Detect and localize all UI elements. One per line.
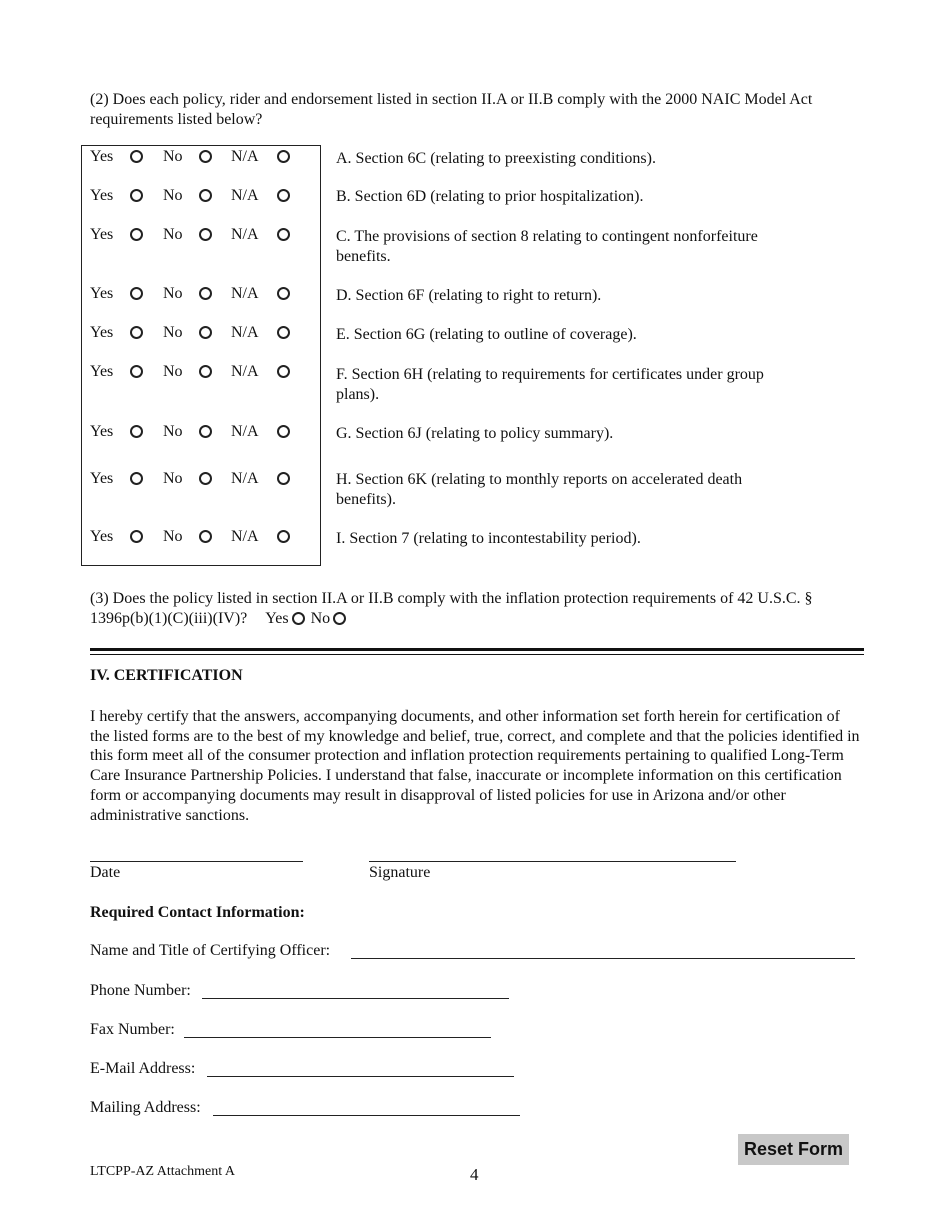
q2-na-radio[interactable]	[277, 189, 290, 202]
phone-field[interactable]	[202, 998, 509, 999]
q2-item-text: I. Section 7 (relating to incontestability period).	[336, 530, 641, 547]
q2-no-label: No	[163, 226, 183, 243]
q2-na-label: N/A	[231, 187, 259, 204]
q2-no-radio[interactable]	[199, 425, 212, 438]
q2-no-label: No	[163, 187, 183, 204]
q2-no-radio[interactable]	[199, 326, 212, 339]
q2-item-text: F. Section 6H (relating to requirements for certificates under group plans).	[336, 366, 764, 403]
q2-na-label: N/A	[231, 324, 259, 341]
q2-na-radio[interactable]	[277, 287, 290, 300]
q2-yes-label: Yes	[90, 363, 114, 380]
q3-yes-radio[interactable]	[292, 612, 305, 625]
q2-no-label: No	[163, 363, 183, 380]
q2-no-radio[interactable]	[199, 530, 212, 543]
q2-na-radio[interactable]	[277, 472, 290, 485]
fax-field[interactable]	[184, 1037, 491, 1038]
email-label: E-Mail Address:	[90, 1060, 196, 1077]
signature-label: Signature	[369, 864, 431, 881]
fax-label: Fax Number:	[90, 1021, 175, 1038]
q2-na-radio[interactable]	[277, 530, 290, 543]
q2-yes-label: Yes	[90, 470, 114, 487]
q2-yes-radio[interactable]	[130, 287, 143, 300]
q2-no-label: No	[163, 285, 183, 302]
q2-na-label: N/A	[231, 226, 259, 243]
certification-heading: IV. CERTIFICATION	[90, 667, 243, 684]
reset-form-button[interactable]: Reset Form	[738, 1134, 849, 1165]
q2-na-label: N/A	[231, 528, 259, 545]
question-3	[90, 589, 870, 629]
q2-yes-label: Yes	[90, 423, 114, 440]
q2-yes-label: Yes	[90, 187, 114, 204]
question-3-text: (3) Does the policy listed in section II.A or II.B comply with the inflation protection requirements of 42 U.S.C. § 1396p(b)(1)(C)(iii)(IV)?	[90, 590, 813, 627]
q2-na-radio[interactable]	[277, 365, 290, 378]
q2-yes-label: Yes	[90, 528, 114, 545]
contact-heading: Required Contact Information:	[90, 904, 305, 921]
name-title-field[interactable]	[351, 958, 855, 959]
footer-text: LTCPP-AZ Attachment A	[90, 1164, 235, 1179]
question-2: (2) Does each policy, rider and endorsement listed in section II.A or II.B comply with the 2000 NAIC Model Act requirements listed below?	[90, 91, 813, 128]
q2-yes-label: Yes	[90, 226, 114, 243]
q2-item-text: H. Section 6K (relating to monthly reports on accelerated death benefits).	[336, 471, 743, 508]
q2-yes-label: Yes	[90, 285, 114, 302]
date-label: Date	[90, 864, 121, 881]
q2-no-radio[interactable]	[199, 189, 212, 202]
q2-yes-radio[interactable]	[130, 530, 143, 543]
q2-na-label: N/A	[231, 148, 259, 165]
q2-na-radio[interactable]	[277, 425, 290, 438]
q2-no-radio[interactable]	[199, 228, 212, 241]
certification-text: I hereby certify that the answers, accompanying documents, and other information set forth herein for certification of the listed forms are to the best of my knowledge and belief, true, correct, and complete and that the policies identified in this form meet all of the consumer protection and inflation protection requirements pertaining to qualified Long-Term Care Insurance Partnership Policies. I understand that false, inaccurate or incomplete information on this certification form or accompanying documents may result in disapproval of listed policies for use in Arizona and/or other administrative sanctions.	[90, 708, 860, 824]
email-field[interactable]	[207, 1076, 514, 1077]
q2-yes-radio[interactable]	[130, 326, 143, 339]
q2-yes-radio[interactable]	[130, 365, 143, 378]
answer-box	[81, 145, 321, 566]
page-number: 4	[470, 1165, 479, 1184]
q2-item-text: G. Section 6J (relating to policy summary).	[336, 425, 614, 442]
q2-item-text: A. Section 6C (relating to preexisting conditions).	[336, 150, 656, 167]
q2-na-label: N/A	[231, 470, 259, 487]
q2-no-label: No	[163, 324, 183, 341]
q2-item-text: C. The provisions of section 8 relating to contingent nonforfeiture benefits.	[336, 228, 758, 265]
q2-na-radio[interactable]	[277, 228, 290, 241]
q2-no-radio[interactable]	[199, 472, 212, 485]
q2-no-radio[interactable]	[199, 365, 212, 378]
q2-yes-radio[interactable]	[130, 189, 143, 202]
q2-yes-radio[interactable]	[130, 472, 143, 485]
q2-no-radio[interactable]	[199, 150, 212, 163]
divider-thick	[90, 648, 864, 651]
q2-yes-radio[interactable]	[130, 425, 143, 438]
signature-field[interactable]	[369, 861, 736, 862]
q2-no-label: No	[163, 148, 183, 165]
q3-no-radio[interactable]	[333, 612, 346, 625]
q2-na-radio[interactable]	[277, 150, 290, 163]
q2-no-label: No	[163, 528, 183, 545]
date-field[interactable]	[90, 861, 303, 862]
q2-yes-label: Yes	[90, 148, 114, 165]
mailing-label: Mailing Address:	[90, 1099, 201, 1116]
mailing-field[interactable]	[213, 1115, 520, 1116]
q3-no-label: No	[310, 610, 331, 627]
q2-no-label: No	[163, 470, 183, 487]
q2-yes-label: Yes	[90, 324, 114, 341]
q2-na-radio[interactable]	[277, 326, 290, 339]
q2-yes-radio[interactable]	[130, 150, 143, 163]
q2-no-label: No	[163, 423, 183, 440]
q3-yes-label: Yes	[265, 610, 289, 627]
phone-label: Phone Number:	[90, 982, 191, 999]
q2-item-text: B. Section 6D (relating to prior hospitalization).	[336, 188, 644, 205]
divider-thin	[90, 654, 864, 655]
q2-na-label: N/A	[231, 363, 259, 380]
q2-item-text: E. Section 6G (relating to outline of coverage).	[336, 326, 637, 343]
q2-no-radio[interactable]	[199, 287, 212, 300]
q2-na-label: N/A	[231, 423, 259, 440]
q2-na-label: N/A	[231, 285, 259, 302]
q2-item-text: D. Section 6F (relating to right to return).	[336, 287, 602, 304]
name-title-label: Name and Title of Certifying Officer:	[90, 942, 331, 959]
q2-yes-radio[interactable]	[130, 228, 143, 241]
